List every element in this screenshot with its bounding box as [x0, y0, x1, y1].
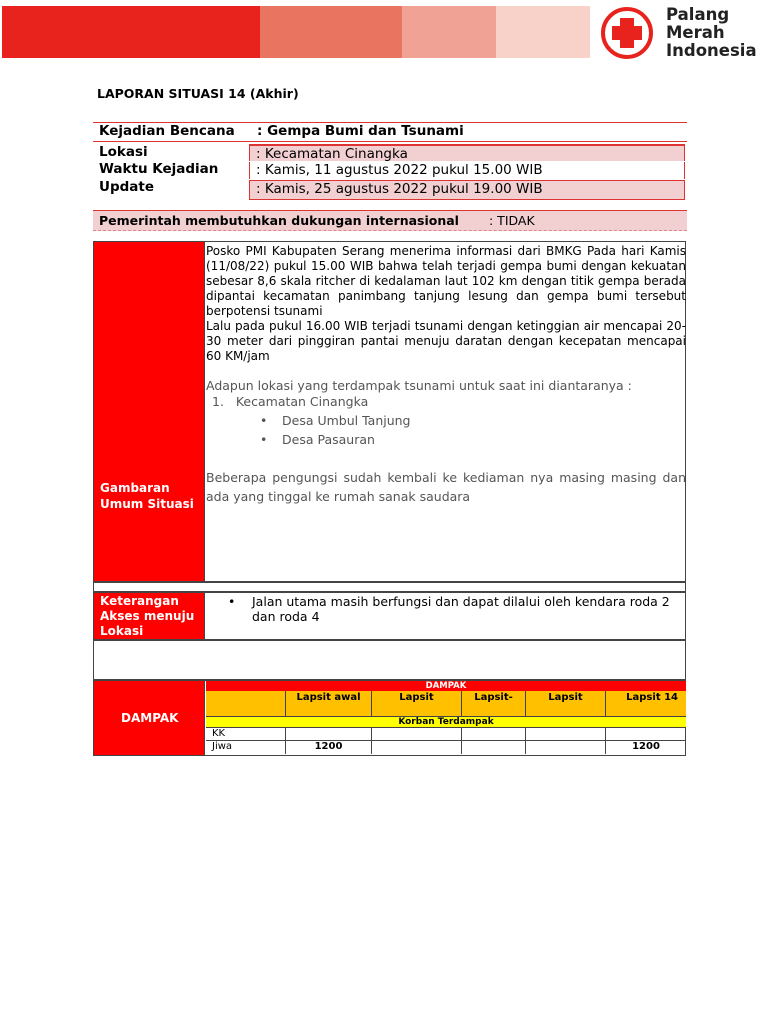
logo-line-1: Palang — [666, 5, 730, 24]
logo-text — [666, 6, 757, 60]
kejadian-value: : Gempa Bumi dan Tsunami — [257, 123, 464, 139]
gambaran-paragraph-1: Posko PMI Kabupaten Serang menerima informasi dari BMKG Pada hari Kamis (11/08/22) pukul 15.00 WIB bahwa telah terjadi gempa bumi dengan kekuatan sebesar 8,6 skala ritcher di kedalaman laut 102 km dengan titik gempa berada dipantai kecamatan panimbang tanjung lesung dan gempa bumi tersebut berpotensi tsunami — [206, 244, 686, 318]
dampak-label-cell — [94, 681, 205, 755]
gambaran-paragraph-4: Beberapa pengungsi sudah kembali ke kediaman nya masing masing dan ada yang tinggal ke rumah sanak saudara — [206, 470, 686, 504]
table-row — [206, 728, 686, 741]
pemerintah-value: : TIDAK — [489, 213, 535, 228]
list-item — [206, 413, 686, 429]
banner-band-4 — [496, 6, 590, 58]
kejadian-row — [93, 122, 687, 142]
list-item — [206, 432, 686, 448]
table-cell — [372, 728, 462, 741]
bullet-text: Desa Pasauran — [282, 432, 375, 447]
logo-line-3: Indonesia — [666, 41, 757, 60]
pemerintah-row — [93, 210, 687, 231]
table-cell: 1200 — [632, 741, 660, 752]
bullet-icon: • — [260, 413, 268, 428]
table-row — [206, 741, 686, 754]
gambaran-paragraph-2: Lalu pada pukul 16.00 WIB terjadi tsunami dengan ketinggian air mencapai 20-30 meter dari pinggiran pantai menuju daratan dengan kecepatan mencapai 60 KM/jam — [206, 319, 686, 363]
akses-label-cell — [94, 593, 205, 639]
table-cell — [462, 728, 526, 741]
info-labels — [93, 144, 247, 202]
dampak-table — [206, 681, 686, 754]
dampak-columns — [206, 691, 686, 717]
gambaran-section — [93, 241, 686, 582]
bullet-icon: • — [228, 594, 236, 609]
pemerintah-label: Pemerintah membutuhkan dukungan internasional — [99, 213, 459, 228]
kejadian-label: Kejadian Bencana — [99, 123, 235, 139]
update-label: Update — [99, 179, 155, 195]
waktu-value: : Kamis, 11 agustus 2022 pukul 15.00 WIB — [249, 162, 685, 179]
header-banner — [2, 6, 590, 58]
gambaran-content — [206, 242, 686, 506]
dampak-label: DAMPAK — [121, 711, 179, 725]
banner-band-2 — [260, 6, 402, 58]
gambaran-label: Gambaran Umum Situasi — [100, 481, 194, 511]
table-cell: 1200 — [286, 741, 372, 754]
column-header: Lapsit — [372, 691, 462, 717]
table-cell — [526, 728, 606, 741]
report-title: LAPORAN SITUASI 14 (Akhir) — [97, 86, 299, 101]
dampak-header: DAMPAK — [206, 681, 686, 691]
update-value: : Kamis, 25 agustus 2022 pukul 19.00 WIB — [249, 180, 685, 200]
akses-text: Jalan utama masih berfungsi dan dapat dilalui oleh kendara roda 2 dan roda 4 — [252, 594, 670, 624]
akses-section — [93, 592, 686, 640]
list-item: 1. Kecamatan Cinangka — [212, 394, 369, 409]
korban-header: Korban Terdampak — [206, 717, 686, 728]
red-cross-icon — [598, 6, 656, 60]
waktu-label: Waktu Kejadian — [99, 161, 219, 177]
table-cell — [372, 741, 462, 754]
logo-line-2: Merah — [666, 23, 725, 42]
column-header — [206, 691, 286, 717]
spacer-row — [93, 640, 686, 680]
row-label: KK — [206, 728, 286, 741]
banner-band-3 — [402, 6, 496, 58]
pmi-logo — [598, 6, 762, 60]
table-cell — [286, 728, 372, 741]
column-header: Lapsit- — [462, 691, 526, 717]
bullet-text: Desa Umbul Tanjung — [282, 413, 411, 428]
bullet-icon: • — [260, 432, 268, 447]
table-cell — [462, 741, 526, 754]
row-label: Jiwa — [206, 741, 286, 754]
table-cell — [606, 728, 686, 741]
table-cell — [526, 741, 606, 754]
akses-label: Keterangan Akses menuju Lokasi — [100, 594, 195, 638]
gambaran-paragraph-3: Adapun lokasi yang terdampak tsunami untuk saat ini diantaranya : — [206, 378, 632, 393]
column-header: Lapsit awal — [286, 691, 372, 717]
banner-band-1 — [2, 6, 260, 58]
column-header: Lapsit 14 — [606, 691, 686, 717]
info-details — [93, 144, 687, 202]
spacer-row — [93, 582, 686, 592]
dampak-section — [93, 680, 686, 756]
column-header: Lapsit — [526, 691, 606, 717]
lokasi-value: : Kecamatan Cinangka — [249, 144, 685, 161]
gambaran-label-cell — [94, 242, 205, 581]
lokasi-label: Lokasi — [99, 144, 148, 160]
